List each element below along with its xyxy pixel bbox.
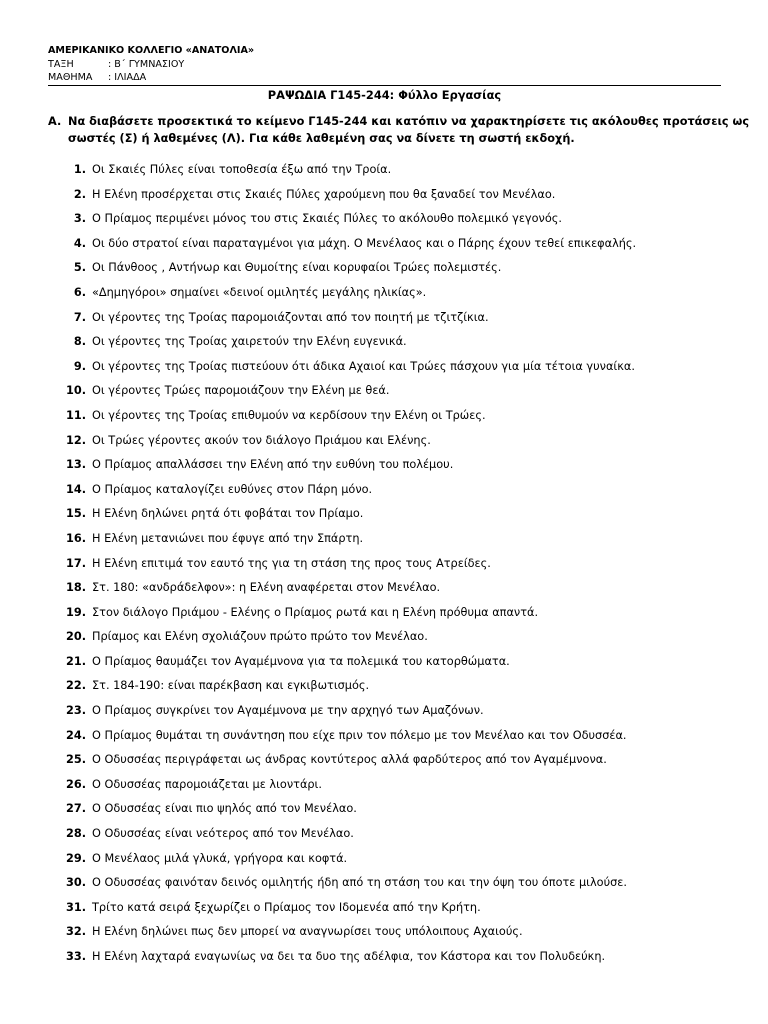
item-number: 12.: [65, 433, 86, 447]
item-text: Ο Οδυσσέας φαινόταν δεινός ομιλητής ήδη από τη στάση του και την όψη του όποτε μιλούσε.: [92, 876, 627, 890]
instruction-block: [48, 113, 750, 147]
list-item: [48, 505, 728, 530]
item-text: Ο Πρίαμος περιμένει μόνος του στις Σκαιές Πύλες το ακόλουθο πολεμικό γεγονός.: [92, 212, 562, 226]
list-item: [48, 358, 728, 383]
item-number: 11.: [65, 408, 86, 422]
item-number: 1.: [73, 163, 86, 176]
item-text: Στ. 180: «ανδράδελφον»: η Ελένη αναφέρεται στον Μενέλαο.: [92, 581, 441, 595]
item-number: 18.: [65, 581, 86, 595]
list-item: [48, 702, 728, 727]
list-item: [48, 800, 728, 825]
item-text: Ο Οδυσσέας είναι νεότερος από τον Μενέλαο.: [92, 827, 354, 841]
list-item: [48, 825, 728, 850]
item-number: 21.: [65, 654, 86, 668]
item-text: Οι Πάνθοος , Αντήνωρ και Θυμοίτης είναι κορυφαίοι Τρώες πολεμιστές.: [92, 261, 502, 275]
list-item: [48, 235, 728, 260]
item-text: Ο Μενέλαος μιλά γλυκά, γρήγορα και κοφτά.: [92, 851, 348, 865]
list-item: [48, 284, 728, 309]
list-item: [48, 259, 728, 284]
list-item: [48, 210, 728, 235]
list-item: [48, 874, 728, 899]
item-text: Στον διάλογο Πριάμου - Ελένης ο Πρίαμος ρωτά και η Ελένη πρόθυμα απαντά.: [92, 605, 539, 619]
list-item: [48, 948, 728, 973]
item-number: 27.: [65, 802, 86, 816]
item-number: 5.: [73, 261, 86, 275]
item-text: Η Ελένη λαχταρά εναγωνίως να δει τα δυο της αδέλφια, τον Κάστορα και τον Πολυδεύκη.: [92, 950, 606, 963]
item-number: 16.: [65, 531, 86, 545]
item-number: 19.: [65, 605, 86, 619]
list-item: [48, 186, 728, 211]
list-item: [48, 628, 728, 653]
list-item: [48, 161, 728, 186]
item-text: Η Ελένη επιτιμά τον εαυτό της για τη στάση της προς τους Ατρείδες.: [92, 556, 491, 570]
item-text: Τρίτο κατά σειρά ξεχωρίζει ο Πρίαμος τον Ιδομενέα από την Κρήτη.: [92, 900, 481, 914]
instruction-line-2: σωστές (Σ) ή λαθεμένες (Λ). Για κάθε λαθεμένη σας να δίνετε τη σωστή εκδοχή.: [68, 132, 575, 145]
subject-value: : ΙΛΙΑΔΑ: [108, 72, 147, 84]
item-number: 13.: [65, 458, 86, 472]
item-text: Ο Οδυσσέας περιγράφεται ως άνδρας κοντύτερος αλλά φαρδύτερος από τον Αγαμέμνονα.: [92, 753, 607, 767]
list-item: [48, 481, 728, 506]
item-text: Ο Οδυσσέας παρομοιάζεται με λιοντάρι.: [92, 777, 322, 791]
class-value: : Β΄ ΓΥΜΝΑΣΙΟΥ: [108, 58, 185, 70]
item-text: Στ. 184-190: είναι παρέκβαση και εγκιβωτισμός.: [92, 679, 370, 693]
list-item: [48, 579, 728, 604]
list-item: [48, 727, 728, 752]
item-number: 3.: [73, 212, 86, 226]
subject-label: ΜΑΘΗΜΑ: [48, 72, 93, 84]
page-title: ΡΑΨΩΔΙΑ Γ145-244: Φύλλο Εργασίας: [267, 88, 502, 102]
item-number: 17.: [65, 556, 86, 570]
item-number: 24.: [65, 728, 86, 742]
item-text: Η Ελένη μετανιώνει που έφυγε από την Σπάρτη.: [92, 531, 364, 545]
list-item: [48, 309, 728, 334]
item-number: 23.: [65, 704, 86, 718]
document-header: [48, 44, 721, 85]
item-text: Οι δύο στρατοί είναι παραταγμένοι για μάχη. Ο Μενέλαος και ο Πάρης έχουν τεθεί επικεφαλής.: [92, 236, 637, 250]
item-text: Ο Οδυσσέας είναι πιο ψηλός από τον Μενέλαο.: [92, 802, 357, 816]
list-item: [48, 923, 728, 948]
item-number: 14.: [65, 482, 86, 496]
item-number: 29.: [65, 851, 86, 865]
list-item: [48, 555, 728, 580]
school-name: ΑΜΕΡΙΚΑΝΙΚΟ ΚΟΛΛΕΓΙΟ «ΑΝΑΤΟΛΙΑ»: [48, 45, 255, 56]
class-label: ΤΑΞΗ: [48, 58, 74, 70]
item-text: Ο Πρίαμος απαλλάσσει την Ελένη από την ευθύνη του πολέμου.: [92, 458, 454, 472]
item-text: «Δημηγόροι» σημαίνει «δεινοί ομιλητές μεγάλης ηλικίας».: [92, 285, 427, 299]
list-item: [48, 850, 728, 875]
list-item: [48, 382, 728, 407]
item-number: 6.: [73, 285, 86, 299]
item-text: Οι Τρώες γέροντες ακούν τον διάλογο Πριάμου και Ελένης.: [92, 433, 431, 447]
item-number: 31.: [65, 900, 86, 914]
item-text: Ο Πρίαμος συγκρίνει τον Αγαμέμνονα με την αρχηγό των Αμαζόνων.: [92, 704, 484, 718]
item-number: 8.: [73, 335, 86, 349]
list-item: [48, 407, 728, 432]
item-number: 30.: [65, 876, 86, 890]
list-item: [48, 899, 728, 924]
item-text: Οι γέροντες της Τροίας χαιρετούν την Ελένη ευγενικά.: [92, 335, 407, 349]
item-number: 7.: [73, 310, 86, 324]
list-item: [48, 530, 728, 555]
list-item: [48, 333, 728, 358]
item-text: Ο Πρίαμος καταλογίζει ευθύνες στον Πάρη μόνο.: [92, 482, 373, 496]
item-text: Οι Σκαιές Πύλες είναι τοποθεσία έξω από την Τροία.: [92, 163, 392, 176]
list-item: [48, 677, 728, 702]
item-text: Η Ελένη δηλώνει ρητά ότι φοβάται τον Πρίαμο.: [92, 507, 364, 521]
item-text: Η Ελένη προσέρχεται στις Σκαιές Πύλες χαρούμενη που θα ξαναδεί τον Μενέλαο.: [92, 187, 556, 201]
item-text: Η Ελένη δηλώνει πως δεν μπορεί να αναγνωρίσει τους υπόλοιπους Αχαιούς.: [92, 925, 523, 939]
item-text: Οι γέροντες Τρώες παρομοιάζουν την Ελένη με θεά.: [92, 384, 390, 398]
item-text: Ο Πρίαμος θαυμάζει τον Αγαμέμνονα για τα πολεμικά του κατορθώματα.: [92, 654, 510, 668]
item-number: 9.: [73, 359, 86, 373]
item-number: 4.: [73, 236, 86, 250]
item-number: 10.: [65, 384, 86, 398]
item-number: 26.: [65, 777, 86, 791]
header-divider: [48, 85, 721, 86]
list-item: [48, 653, 728, 678]
list-item: [48, 432, 728, 457]
list-item: [48, 751, 728, 776]
section-letter: A.: [48, 115, 62, 128]
item-text: Ο Πρίαμος θυμάται τη συνάντηση που είχε πριν τον πόλεμο με τον Μενέλαο και τον Οδυσσέα.: [92, 728, 627, 742]
class-row: [48, 58, 721, 72]
statement-list: [48, 161, 728, 973]
item-number: 33.: [65, 950, 86, 963]
list-item: [48, 456, 728, 481]
item-number: 32.: [65, 925, 86, 939]
instruction-line-1: Να διαβάσετε προσεκτικά το κείμενο Γ145-244 και κατόπιν να χαρακτηρίσετε τις ακόλουθες προτάσεις ως: [68, 115, 750, 128]
item-number: 15.: [65, 507, 86, 521]
item-number: 22.: [65, 679, 86, 693]
item-text: Οι γέροντες της Τροίας παρομοιάζονται από τον ποιητή με τζιτζίκια.: [92, 310, 489, 324]
item-number: 20.: [65, 630, 86, 644]
item-text: Οι γέροντες της Τροίας πιστεύουν ότι άδικα Αχαιοί και Τρώες πάσχουν για μία τέτοια γυναίκα.: [92, 359, 635, 373]
list-item: [48, 776, 728, 801]
list-item: [48, 604, 728, 629]
item-number: 2.: [73, 187, 86, 201]
item-text: Πρίαμος και Ελένη σχολιάζουν πρώτο πρώτο τον Μενέλαο.: [92, 630, 428, 644]
subject-row: [48, 71, 721, 85]
item-number: 28.: [65, 827, 86, 841]
item-text: Οι γέροντες της Τροίας επιθυμούν να κερδίσουν την Ελένη οι Τρώες.: [92, 408, 486, 422]
item-number: 25.: [65, 753, 86, 767]
